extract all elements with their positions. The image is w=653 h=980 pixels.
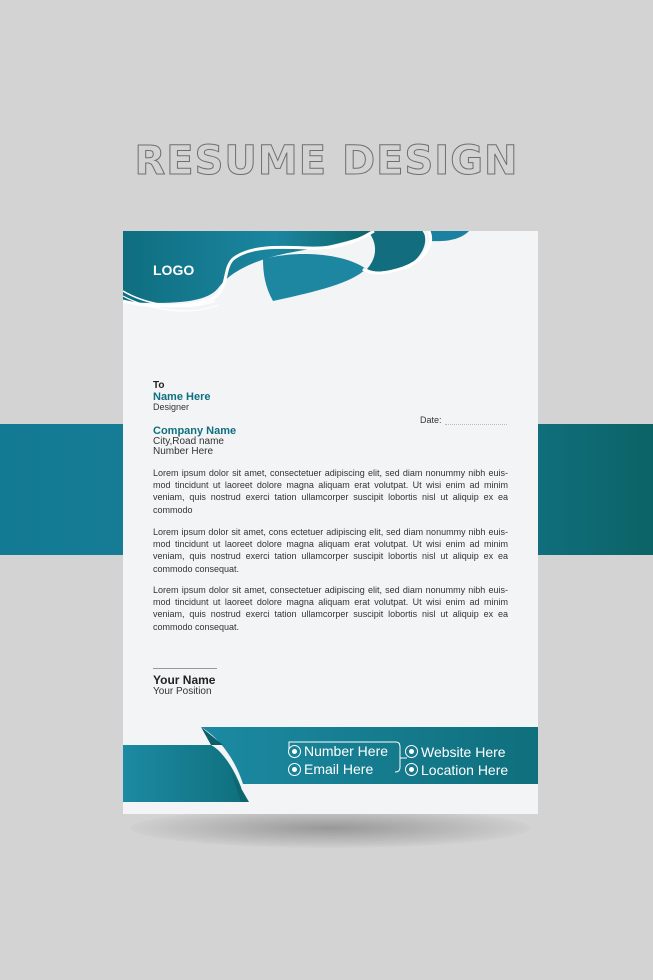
company-number: Number Here xyxy=(153,446,214,457)
letterhead-decorations xyxy=(123,231,538,814)
footer-location: Location Here xyxy=(421,762,509,778)
header-wave-right xyxy=(367,231,425,272)
page-headline: RESUME DESIGN xyxy=(134,138,519,184)
globe-icon xyxy=(405,745,418,758)
body-paragraph-1: Lorem ipsum dolor sit amet, consectetuer adipiscing elit, sed diam nonummy nibh euis-mod tincidunt ut laoreet dolore magna aliquam erat volutpat. Ut wisi enim ad minim veniam, quis nostrud exerci tation ullamcorper suscipit lobortis nisl ut aliquip ex ea commodo xyxy=(153,468,508,515)
company-name: Company Name xyxy=(153,425,237,437)
body-paragraph-3: Lorem ipsum dolor sit amet, consectetuer adipiscing elit, sed diam nonummy nibh euis-mod tincidunt ut laoreet dolore magna aliquam erat volutpat. Ut wisi enim ad minim veniam, quis nostrud exerci tation ullamcorper suscipit lobortis nisl ut aliquip ex ea commodo consequat. xyxy=(153,585,508,632)
email-icon xyxy=(288,763,301,776)
footer-website: Website Here xyxy=(421,744,506,760)
paper-shadow xyxy=(130,808,530,848)
signature-line xyxy=(153,668,217,669)
phone-icon xyxy=(288,745,301,758)
recipient-title: Designer xyxy=(153,402,190,412)
footer-email: Email Here xyxy=(304,761,374,777)
recipient-name: Name Here xyxy=(153,391,211,403)
logo-text: LOGO xyxy=(153,262,195,278)
header-wave-small xyxy=(429,231,469,241)
body-paragraph-2: Lorem ipsum dolor sit amet, cons ectetuer adipiscing elit, sed diam nonummy nibh euis-mod tincidunt ut laoreet dolore magna aliquam erat volutpat. Ut wisi enim ad minim veniam, quis nostrud exerci tation ullamcorper suscipit lobortis nisl ut aliquip ex ea commodo consequat. xyxy=(153,527,508,574)
date-label: Date: xyxy=(420,415,442,425)
date-line xyxy=(445,424,507,425)
footer-phone: Number Here xyxy=(304,743,389,759)
signature-name: Your Name xyxy=(153,673,216,687)
company-address: City,Road name xyxy=(153,436,224,447)
recipient-to-label: To xyxy=(153,380,165,391)
header-wave-middle xyxy=(263,254,366,301)
letterhead-page xyxy=(123,231,538,814)
location-pin-icon xyxy=(405,763,418,776)
signature-position: Your Position xyxy=(153,686,212,697)
